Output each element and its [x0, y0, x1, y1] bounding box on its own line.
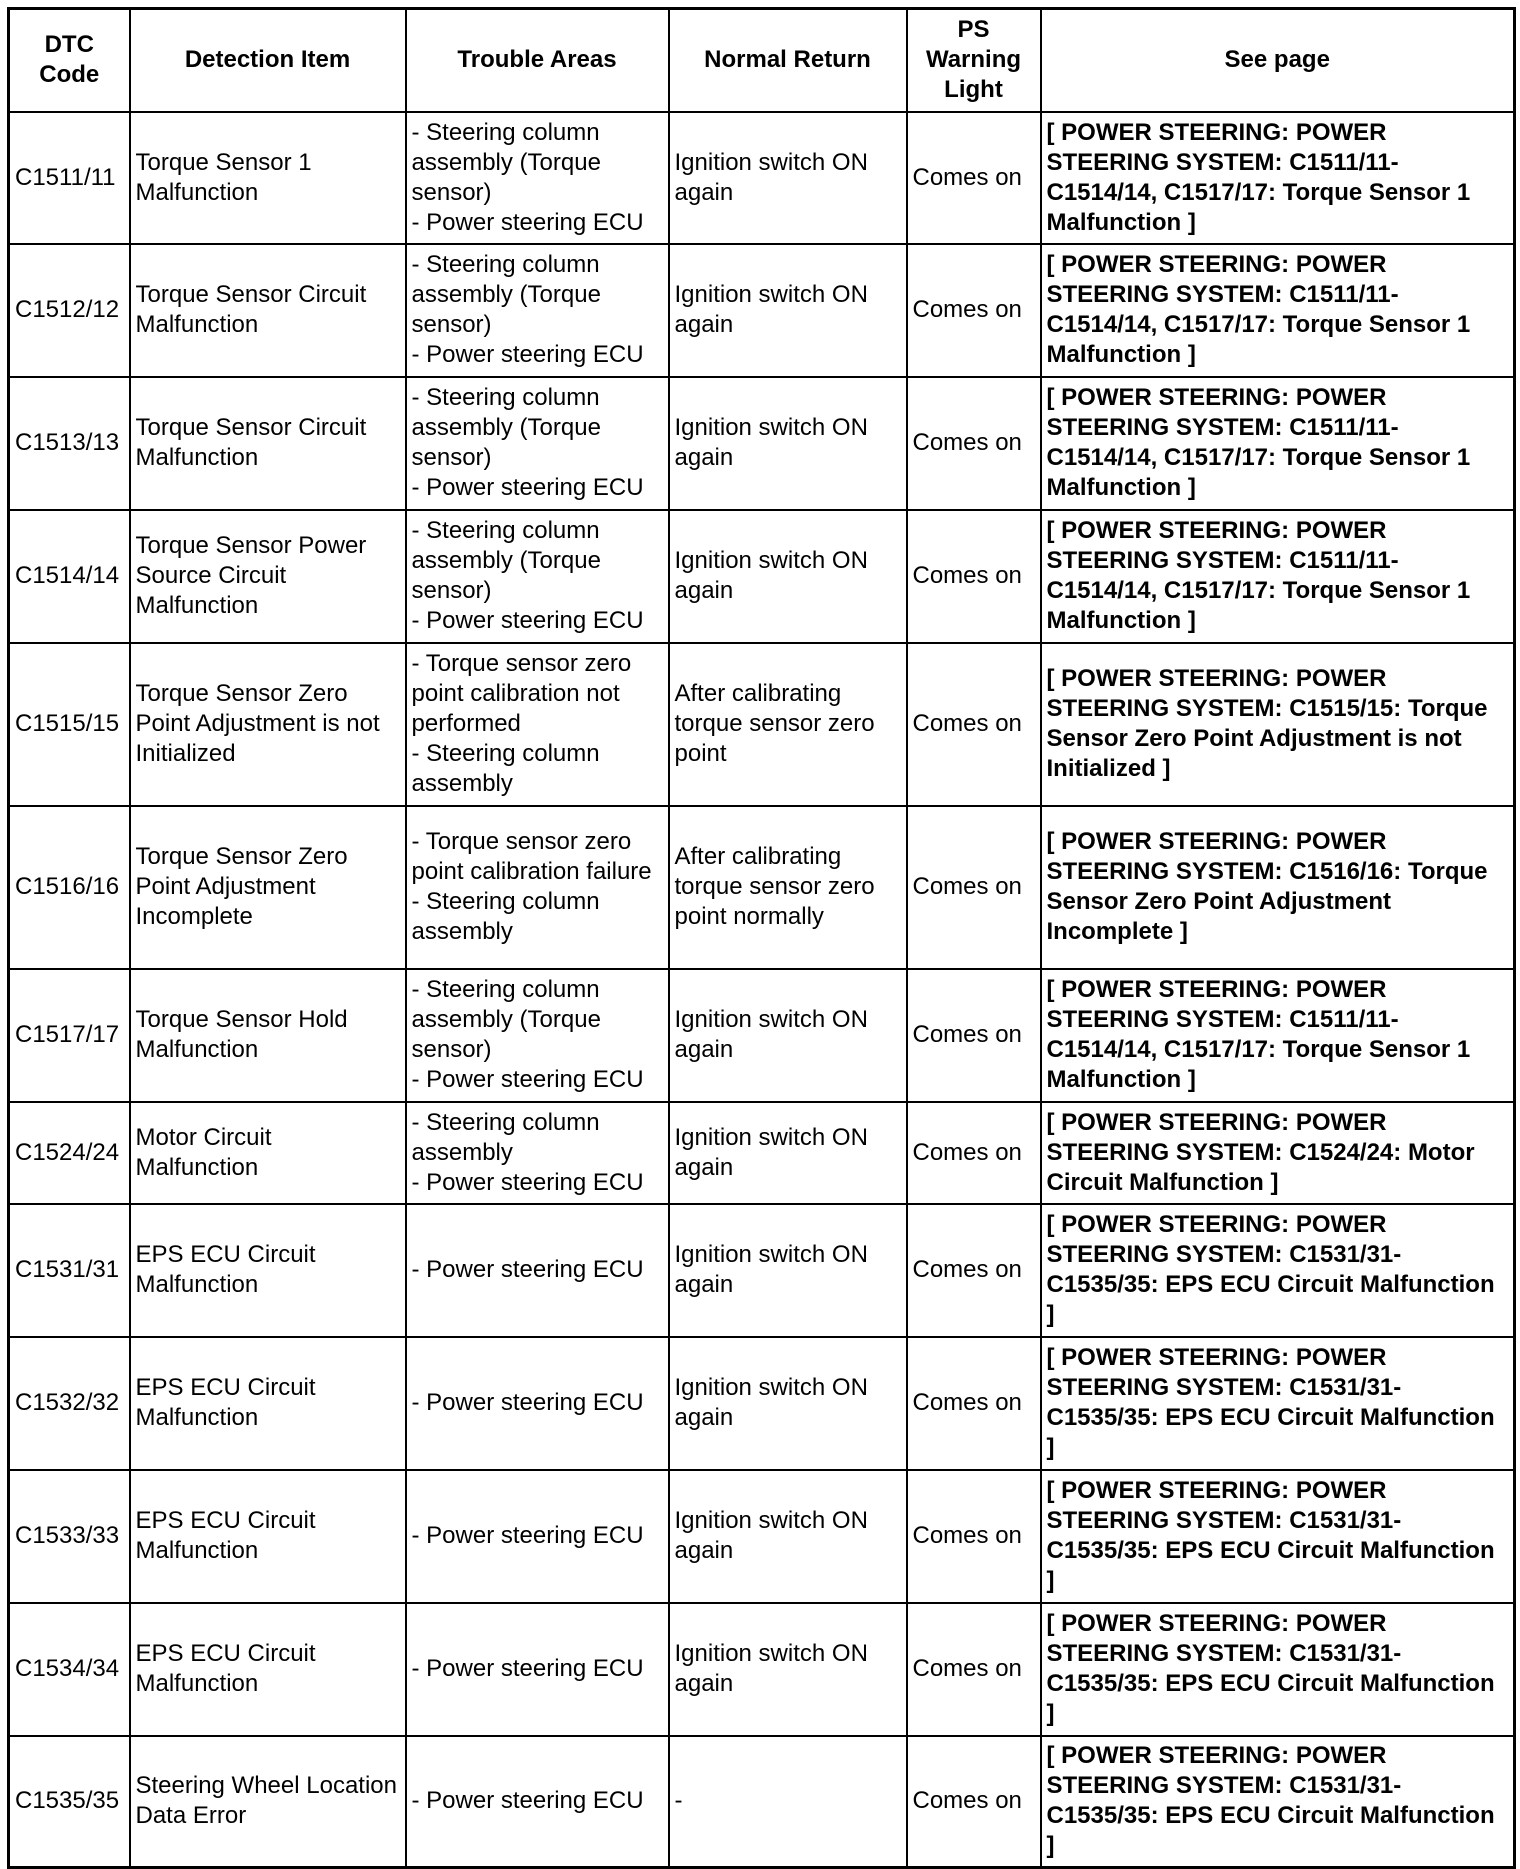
normal-return-cell: After calibrating torque sensor zero point	[669, 643, 907, 806]
header-ps-warning-light	[907, 9, 1041, 112]
trouble-areas-cell	[406, 1736, 669, 1868]
see-page-cell: [ POWER STEERING: POWER STEERING SYSTEM: C1511/11-C1514/14, C1517/17: Torque Sensor 1 Malfunction ]	[1041, 510, 1515, 643]
dtc-code-cell: C1514/14	[9, 510, 130, 643]
trouble-area-line: - Steering column assembly	[411, 888, 600, 945]
ps-warning-light-cell: Comes on	[907, 806, 1041, 969]
detection-item-cell: Torque Sensor Circuit Malfunction	[130, 244, 406, 377]
table-row	[9, 1603, 1515, 1736]
trouble-area-line: - Steering column assembly (Torque sensor)	[411, 384, 601, 471]
ps-warning-light-cell: Comes on	[907, 1204, 1041, 1337]
detection-item-cell: Steering Wheel Location Data Error	[130, 1736, 406, 1868]
dtc-code-cell: C1532/32	[9, 1337, 130, 1470]
trouble-area-line: - Steering column assembly	[411, 1108, 600, 1166]
table-row	[9, 112, 1515, 244]
header-dtc-code	[9, 9, 130, 112]
see-page-cell: [ POWER STEERING: POWER STEERING SYSTEM: C1531/31-C1535/35: EPS ECU Circuit Malfunction ]	[1041, 1603, 1515, 1736]
header-row	[9, 9, 1515, 112]
trouble-area-line: - Steering column assembly	[411, 740, 600, 797]
table-row	[9, 969, 1515, 1102]
ps-warning-light-cell: Comes on	[907, 1470, 1041, 1603]
trouble-areas-cell	[406, 510, 669, 643]
trouble-areas-cell	[406, 244, 669, 377]
see-page-cell: [ POWER STEERING: POWER STEERING SYSTEM: C1531/31-C1535/35: EPS ECU Circuit Malfunction ]	[1041, 1337, 1515, 1470]
dtc-code-cell: C1524/24	[9, 1102, 130, 1204]
dtc-code-cell: C1535/35	[9, 1736, 130, 1868]
header-ps-l2: Warning	[925, 46, 1022, 74]
detection-item-cell: EPS ECU Circuit Malfunction	[130, 1337, 406, 1470]
table-row	[9, 1736, 1515, 1868]
trouble-area-line: - Power steering ECU	[411, 1655, 644, 1682]
header-trouble-areas: Trouble Areas	[406, 9, 669, 112]
trouble-areas-cell	[406, 969, 669, 1102]
trouble-areas-cell	[406, 1470, 669, 1603]
table-row	[9, 1337, 1515, 1470]
see-page-cell: [ POWER STEERING: POWER STEERING SYSTEM: C1531/31-C1535/35: EPS ECU Circuit Malfunction ]	[1041, 1470, 1515, 1603]
trouble-area-line: - Power steering ECU	[411, 1168, 644, 1196]
trouble-area-line: - Steering column assembly (Torque sensor)	[411, 517, 601, 604]
normal-return-cell: Ignition switch ON again	[669, 244, 907, 377]
dtc-code-cell: C1531/31	[9, 1204, 130, 1337]
table-row	[9, 1204, 1515, 1337]
trouble-areas-cell	[406, 1337, 669, 1470]
ps-warning-light-cell: Comes on	[907, 1102, 1041, 1204]
see-page-cell: [ POWER STEERING: POWER STEERING SYSTEM: C1511/11-C1514/14, C1517/17: Torque Sensor 1 Malfunction ]	[1041, 969, 1515, 1102]
trouble-area-line: - Torque sensor zero point calibration not performed	[411, 650, 632, 737]
see-page-cell: [ POWER STEERING: POWER STEERING SYSTEM: C1524/24: Motor Circuit Malfunction ]	[1041, 1102, 1515, 1204]
header-ps-l3: Light	[944, 76, 1003, 104]
trouble-areas-cell	[406, 1603, 669, 1736]
table-row	[9, 1470, 1515, 1603]
normal-return-cell: Ignition switch ON again	[669, 112, 907, 244]
trouble-areas-cell	[406, 112, 669, 244]
ps-warning-light-cell: Comes on	[907, 643, 1041, 806]
detection-item-cell: EPS ECU Circuit Malfunction	[130, 1470, 406, 1603]
detection-item-cell: Torque Sensor Zero Point Adjustment is not Initialized	[130, 643, 406, 806]
ps-warning-light-cell: Comes on	[907, 244, 1041, 377]
detection-item-cell: Torque Sensor Zero Point Adjustment Incomplete	[130, 806, 406, 969]
normal-return-cell: After calibrating torque sensor zero point normally	[669, 806, 907, 969]
header-dtc-code-l2: Code	[39, 61, 100, 89]
dtc-code-cell: C1516/16	[9, 806, 130, 969]
dtc-code-cell: C1511/11	[9, 112, 130, 244]
trouble-areas-cell	[406, 377, 669, 510]
table-row	[9, 643, 1515, 806]
trouble-area-line: - Power steering ECU	[411, 1787, 644, 1815]
trouble-area-line: - Steering column assembly (Torque sensor)	[411, 118, 601, 206]
table-row	[9, 806, 1515, 969]
dtc-code-cell: C1534/34	[9, 1603, 130, 1736]
detection-item-cell: Motor Circuit Malfunction	[130, 1102, 406, 1204]
trouble-area-line: - Power steering ECU	[411, 1389, 644, 1416]
see-page-cell: [ POWER STEERING: POWER STEERING SYSTEM: C1511/11-C1514/14, C1517/17: Torque Sensor 1 Malfunction ]	[1041, 377, 1515, 510]
see-page-cell: [ POWER STEERING: POWER STEERING SYSTEM: C1511/11-C1514/14, C1517/17: Torque Sensor 1 Malfunction ]	[1041, 244, 1515, 377]
normal-return-cell: Ignition switch ON again	[669, 510, 907, 643]
detection-item-cell: EPS ECU Circuit Malfunction	[130, 1204, 406, 1337]
table-row	[9, 510, 1515, 643]
see-page-cell: [ POWER STEERING: POWER STEERING SYSTEM: C1531/31-C1535/35: EPS ECU Circuit Malfunction ]	[1041, 1204, 1515, 1337]
ps-warning-light-cell: Comes on	[907, 112, 1041, 244]
normal-return-cell: Ignition switch ON again	[669, 1603, 907, 1736]
table-row	[9, 377, 1515, 510]
ps-warning-light-cell: Comes on	[907, 377, 1041, 510]
trouble-area-line: - Power steering ECU	[411, 1066, 644, 1093]
trouble-area-line: - Power steering ECU	[411, 607, 644, 634]
normal-return-cell: -	[669, 1736, 907, 1868]
dtc-code-cell: C1533/33	[9, 1470, 130, 1603]
detection-item-cell: Torque Sensor Power Source Circuit Malfunction	[130, 510, 406, 643]
header-dtc-code-l1: DTC	[44, 31, 94, 59]
table-row	[9, 244, 1515, 377]
dtc-code-cell: C1515/15	[9, 643, 130, 806]
see-page-cell: [ POWER STEERING: POWER STEERING SYSTEM: C1515/15: Torque Sensor Zero Point Adjustment is not Initialized ]	[1041, 643, 1515, 806]
detection-item-cell: Torque Sensor Circuit Malfunction	[130, 377, 406, 510]
trouble-area-line: - Torque sensor zero point calibration failure	[411, 828, 652, 885]
normal-return-cell: Ignition switch ON again	[669, 969, 907, 1102]
trouble-area-line: - Power steering ECU	[411, 1256, 644, 1283]
header-detection-item: Detection Item	[130, 9, 406, 112]
dtc-code-cell: C1513/13	[9, 377, 130, 510]
dtc-table	[7, 7, 1516, 1869]
ps-warning-light-cell: Comes on	[907, 1603, 1041, 1736]
detection-item-cell: EPS ECU Circuit Malfunction	[130, 1603, 406, 1736]
normal-return-cell: Ignition switch ON again	[669, 1204, 907, 1337]
dtc-code-cell: C1512/12	[9, 244, 130, 377]
ps-warning-light-cell: Comes on	[907, 1736, 1041, 1868]
header-ps-l1: PS	[957, 16, 990, 44]
normal-return-cell: Ignition switch ON again	[669, 1102, 907, 1204]
normal-return-cell: Ignition switch ON again	[669, 1470, 907, 1603]
dtc-code-cell: C1517/17	[9, 969, 130, 1102]
header-see-page: See page	[1041, 9, 1515, 112]
ps-warning-light-cell: Comes on	[907, 510, 1041, 643]
ps-warning-light-cell: Comes on	[907, 969, 1041, 1102]
trouble-area-line: - Power steering ECU	[411, 474, 644, 501]
trouble-area-line: - Steering column assembly (Torque sensor)	[411, 251, 601, 338]
normal-return-cell: Ignition switch ON again	[669, 377, 907, 510]
see-page-cell: [ POWER STEERING: POWER STEERING SYSTEM: C1516/16: Torque Sensor Zero Point Adjustment Incomplete ]	[1041, 806, 1515, 969]
trouble-area-line: - Steering column assembly (Torque sensor)	[411, 976, 601, 1063]
detection-item-cell: Torque Sensor Hold Malfunction	[130, 969, 406, 1102]
detection-item-cell: Torque Sensor 1 Malfunction	[130, 112, 406, 244]
see-page-cell: [ POWER STEERING: POWER STEERING SYSTEM: C1531/31-C1535/35: EPS ECU Circuit Malfunction ]	[1041, 1736, 1515, 1868]
trouble-area-line: - Power steering ECU	[411, 208, 644, 236]
ps-warning-light-cell: Comes on	[907, 1337, 1041, 1470]
normal-return-cell: Ignition switch ON again	[669, 1337, 907, 1470]
header-normal-return: Normal Return	[669, 9, 907, 112]
trouble-areas-cell	[406, 806, 669, 969]
see-page-cell: [ POWER STEERING: POWER STEERING SYSTEM: C1511/11-C1514/14, C1517/17: Torque Sensor 1 Malfunction ]	[1041, 112, 1515, 244]
trouble-areas-cell	[406, 1204, 669, 1337]
table-row	[9, 1102, 1515, 1204]
trouble-areas-cell	[406, 643, 669, 806]
table-body	[9, 112, 1515, 1868]
trouble-area-line: - Power steering ECU	[411, 341, 644, 368]
trouble-area-line: - Power steering ECU	[411, 1522, 644, 1549]
trouble-areas-cell	[406, 1102, 669, 1204]
